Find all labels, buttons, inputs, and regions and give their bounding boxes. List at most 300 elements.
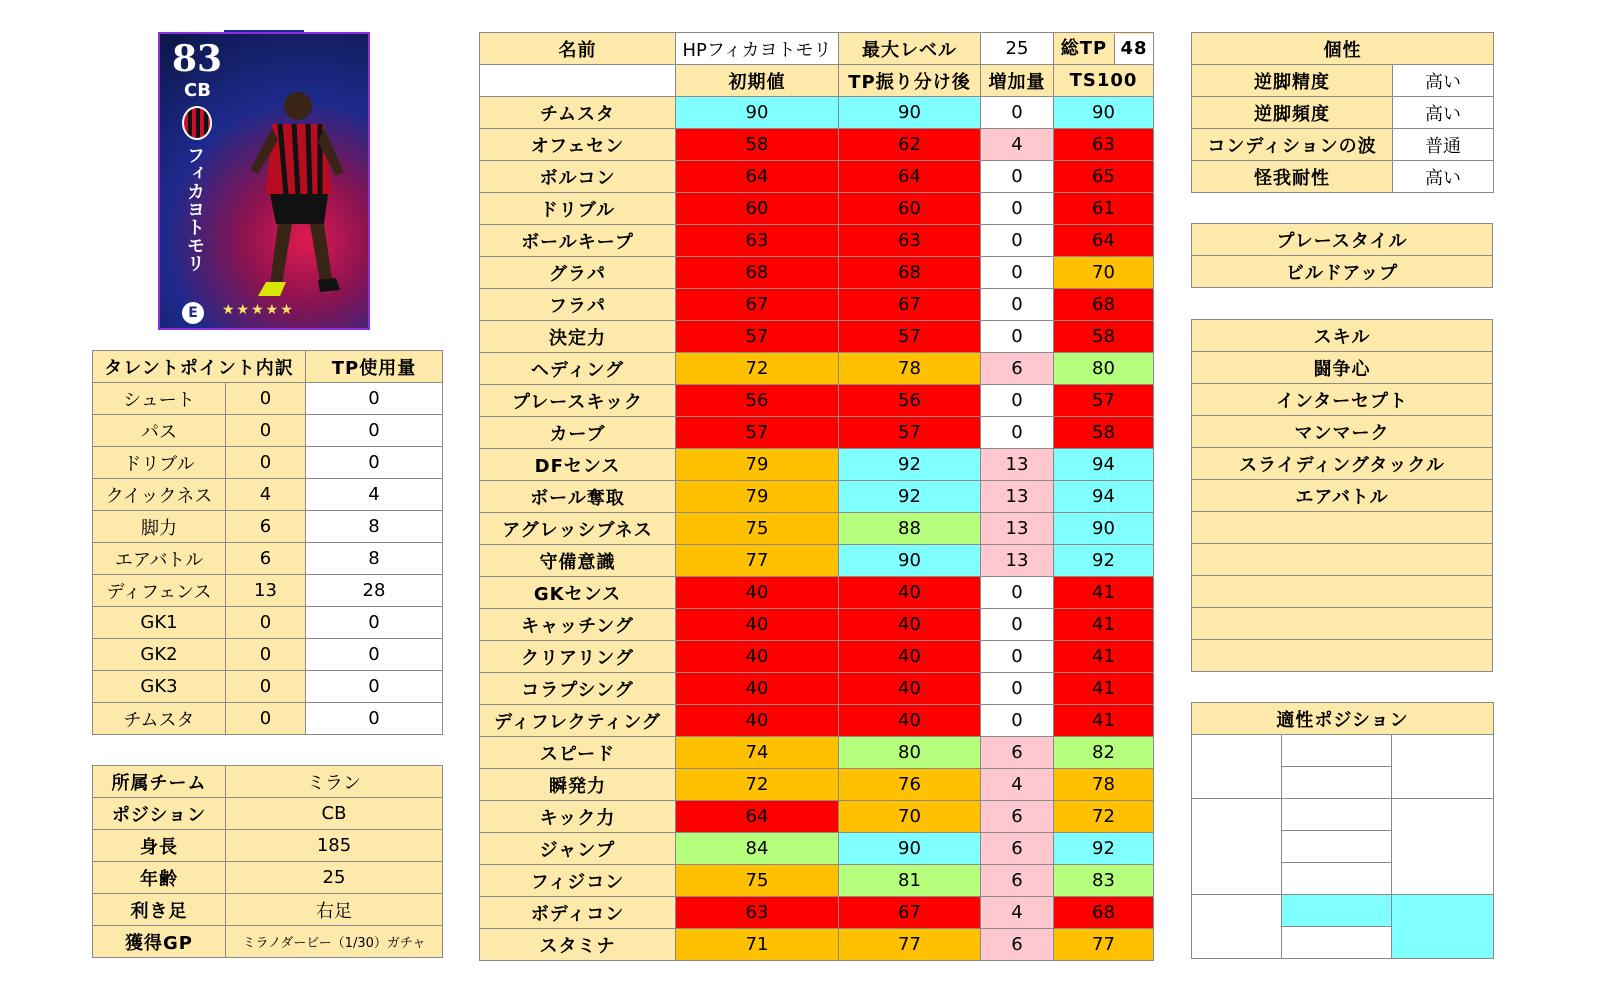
stat-ts100: 41 — [1054, 673, 1154, 705]
maxlevel-label: 最大レベル — [839, 33, 981, 65]
info-row — [93, 830, 443, 862]
talent-label: GK1 — [93, 607, 226, 639]
stat-ts100: 65 — [1054, 161, 1154, 193]
talent-points: 0 — [226, 383, 306, 415]
stat-increase: 0 — [981, 193, 1054, 225]
stat-initial: 68 — [676, 257, 839, 289]
tp-used-header: TP使用量 — [306, 351, 443, 383]
stat-ts100: 41 — [1054, 577, 1154, 609]
pos-cell — [1282, 831, 1392, 863]
talent-points-table — [92, 350, 443, 735]
stat-row — [480, 609, 1154, 641]
stat-ts100: 41 — [1054, 609, 1154, 641]
card-position: CB — [184, 80, 211, 101]
stat-after: 77 — [839, 929, 981, 961]
pos-cell — [1192, 735, 1282, 799]
stat-initial: 60 — [676, 193, 839, 225]
card-rating: 83 — [172, 38, 223, 80]
skill-row — [1192, 448, 1493, 480]
player-info-table — [92, 765, 443, 958]
stat-after: 67 — [839, 897, 981, 929]
stat-after: 68 — [839, 257, 981, 289]
talent-row — [93, 607, 443, 639]
stat-ts100: 94 — [1054, 481, 1154, 513]
stat-increase: 13 — [981, 481, 1054, 513]
stat-increase: 13 — [981, 513, 1054, 545]
skill-row — [1192, 576, 1493, 608]
name-label: 名前 — [480, 33, 676, 65]
stat-row — [480, 737, 1154, 769]
talent-row — [93, 479, 443, 511]
stat-ts100: 80 — [1054, 353, 1154, 385]
stat-label: カーブ — [480, 417, 676, 449]
trait-label: 逆脚頻度 — [1192, 97, 1393, 129]
stat-increase: 4 — [981, 897, 1054, 929]
stat-row — [480, 481, 1154, 513]
stat-after: 90 — [839, 833, 981, 865]
stat-increase: 13 — [981, 545, 1054, 577]
stat-after: 40 — [839, 673, 981, 705]
stat-row — [480, 929, 1154, 961]
info-row — [93, 894, 443, 926]
pos-cell — [1392, 735, 1494, 799]
info-value: 右足 — [226, 894, 443, 926]
stat-after: 78 — [839, 353, 981, 385]
stat-ts100: 61 — [1054, 193, 1154, 225]
talent-points: 0 — [226, 639, 306, 671]
skills-header: スキル — [1192, 320, 1493, 352]
trait-value: 普通 — [1393, 129, 1494, 161]
talent-label: ドリブル — [93, 447, 226, 479]
stat-ts100: 58 — [1054, 417, 1154, 449]
stat-ts100: 64 — [1054, 225, 1154, 257]
stat-label: フラパ — [480, 289, 676, 321]
stat-increase: 6 — [981, 353, 1054, 385]
stat-ts100: 57 — [1054, 385, 1154, 417]
pos-cell — [1192, 895, 1282, 959]
stat-increase: 13 — [981, 449, 1054, 481]
stat-increase: 0 — [981, 225, 1054, 257]
stat-label: ヘディング — [480, 353, 676, 385]
talent-used: 4 — [306, 479, 443, 511]
stat-ts100: 90 — [1054, 513, 1154, 545]
stat-label: ボール奪取 — [480, 481, 676, 513]
talent-row — [93, 703, 443, 735]
stat-row — [480, 833, 1154, 865]
stat-ts100: 70 — [1054, 257, 1154, 289]
stat-initial: 75 — [676, 513, 839, 545]
talent-points: 0 — [226, 415, 306, 447]
stat-row — [480, 321, 1154, 353]
stat-label: 決定力 — [480, 321, 676, 353]
info-value: 25 — [226, 862, 443, 894]
skills-table — [1191, 319, 1493, 672]
stat-label: ジャンプ — [480, 833, 676, 865]
stat-label: ボルコン — [480, 161, 676, 193]
talent-header: タレントポイント内訳 — [93, 351, 306, 383]
stat-initial: 57 — [676, 321, 839, 353]
stat-after: 92 — [839, 449, 981, 481]
traits-header: 個性 — [1192, 33, 1494, 65]
talent-label: エアバトル — [93, 543, 226, 575]
stat-increase: 0 — [981, 609, 1054, 641]
skill-item — [1192, 576, 1493, 608]
totaltp-label: 総TP — [1054, 34, 1115, 64]
stat-after: 63 — [839, 225, 981, 257]
stat-ts100: 41 — [1054, 705, 1154, 737]
stat-row — [480, 641, 1154, 673]
pos-cell-active — [1282, 895, 1392, 927]
talent-label: ディフェンス — [93, 575, 226, 607]
stat-increase: 0 — [981, 321, 1054, 353]
stat-label: プレースキック — [480, 385, 676, 417]
stat-increase: 6 — [981, 833, 1054, 865]
stat-initial: 56 — [676, 385, 839, 417]
info-label: 所属チーム — [93, 766, 226, 798]
stat-label: DFセンス — [480, 449, 676, 481]
talent-row — [93, 639, 443, 671]
stat-increase: 6 — [981, 737, 1054, 769]
stat-row — [480, 289, 1154, 321]
stat-row — [480, 417, 1154, 449]
info-value: ミラン — [226, 766, 443, 798]
stat-after: 57 — [839, 417, 981, 449]
stat-increase: 6 — [981, 865, 1054, 897]
info-value: CB — [226, 798, 443, 830]
stat-after: 40 — [839, 705, 981, 737]
stat-after: 56 — [839, 385, 981, 417]
talent-used: 0 — [306, 415, 443, 447]
info-label: ポジション — [93, 798, 226, 830]
stat-label: ボールキープ — [480, 225, 676, 257]
stat-label: オフェセン — [480, 129, 676, 161]
pos-cell — [1392, 799, 1494, 895]
info-row — [93, 926, 443, 958]
talent-label: GK3 — [93, 671, 226, 703]
stat-row — [480, 513, 1154, 545]
stat-initial: 63 — [676, 225, 839, 257]
stat-label: グラパ — [480, 257, 676, 289]
talent-used: 0 — [306, 447, 443, 479]
stat-row — [480, 801, 1154, 833]
stat-row — [480, 257, 1154, 289]
playstyle-table — [1191, 223, 1493, 288]
skill-item — [1192, 544, 1493, 576]
trait-row — [1192, 65, 1494, 97]
talent-used: 8 — [306, 543, 443, 575]
name-value: HPフィカヨトモリ — [676, 33, 839, 65]
info-value: ミラノダービー（1/30）ガチャ — [226, 926, 443, 958]
skill-row — [1192, 416, 1493, 448]
info-label: 獲得GP — [93, 926, 226, 958]
playstyle-header: プレースタイル — [1192, 224, 1493, 256]
skill-row — [1192, 640, 1493, 672]
totaltp-cell — [1054, 33, 1154, 65]
pos-cell-active — [1392, 895, 1494, 959]
talent-used: 0 — [306, 639, 443, 671]
talent-label: 脚力 — [93, 511, 226, 543]
talent-used: 0 — [306, 383, 443, 415]
stat-after: 76 — [839, 769, 981, 801]
stat-after: 67 — [839, 289, 981, 321]
stat-after: 40 — [839, 641, 981, 673]
trait-label: 逆脚精度 — [1192, 65, 1393, 97]
col-increase: 増加量 — [981, 65, 1054, 97]
stat-initial: 64 — [676, 801, 839, 833]
talent-points: 4 — [226, 479, 306, 511]
stat-initial: 77 — [676, 545, 839, 577]
stat-row — [480, 449, 1154, 481]
stat-ts100: 94 — [1054, 449, 1154, 481]
player-card — [158, 32, 370, 330]
stat-initial: 40 — [676, 641, 839, 673]
stat-initial: 57 — [676, 417, 839, 449]
stat-ts100: 63 — [1054, 129, 1154, 161]
info-label: 年齢 — [93, 862, 226, 894]
talent-points: 6 — [226, 543, 306, 575]
pos-cell — [1282, 735, 1392, 767]
talent-row — [93, 671, 443, 703]
stat-initial: 40 — [676, 673, 839, 705]
info-row — [93, 766, 443, 798]
stat-row — [480, 769, 1154, 801]
stat-ts100: 92 — [1054, 833, 1154, 865]
talent-label: パス — [93, 415, 226, 447]
skill-item — [1192, 608, 1493, 640]
stat-initial: 75 — [676, 865, 839, 897]
stat-initial: 90 — [676, 97, 839, 129]
col-ts: TS100 — [1054, 65, 1154, 97]
stat-label: フィジコン — [480, 865, 676, 897]
blank-header-cell — [480, 65, 676, 97]
stat-row — [480, 545, 1154, 577]
stat-increase: 0 — [981, 673, 1054, 705]
stat-after: 90 — [839, 97, 981, 129]
stat-after: 80 — [839, 737, 981, 769]
skill-row — [1192, 480, 1493, 512]
stat-label: コラプシング — [480, 673, 676, 705]
info-label: 身長 — [93, 830, 226, 862]
col-after: TP振り分け後 — [839, 65, 981, 97]
stat-ts100: 90 — [1054, 97, 1154, 129]
info-row — [93, 862, 443, 894]
stat-after: 40 — [839, 577, 981, 609]
stat-increase: 6 — [981, 801, 1054, 833]
talent-points: 0 — [226, 671, 306, 703]
stat-after: 70 — [839, 801, 981, 833]
stat-increase: 0 — [981, 289, 1054, 321]
stat-label: アグレッシブネス — [480, 513, 676, 545]
stat-initial: 63 — [676, 897, 839, 929]
stat-initial: 40 — [676, 705, 839, 737]
stat-label: キック力 — [480, 801, 676, 833]
stat-ts100: 78 — [1054, 769, 1154, 801]
talent-used: 28 — [306, 575, 443, 607]
stat-after: 60 — [839, 193, 981, 225]
stat-ts100: 68 — [1054, 289, 1154, 321]
skill-item: スライディングタックル — [1192, 448, 1493, 480]
stat-ts100: 58 — [1054, 321, 1154, 353]
stat-increase: 0 — [981, 577, 1054, 609]
stat-row — [480, 865, 1154, 897]
stat-increase: 0 — [981, 97, 1054, 129]
stat-row — [480, 385, 1154, 417]
pos-cell — [1192, 799, 1282, 895]
talent-row — [93, 543, 443, 575]
stat-row — [480, 897, 1154, 929]
stat-row — [480, 129, 1154, 161]
stat-ts100: 83 — [1054, 865, 1154, 897]
skill-item — [1192, 640, 1493, 672]
maxlevel-value: 25 — [981, 33, 1054, 65]
talent-points: 6 — [226, 511, 306, 543]
stat-after: 64 — [839, 161, 981, 193]
talent-label: クイックネス — [93, 479, 226, 511]
stat-ts100: 77 — [1054, 929, 1154, 961]
talent-points: 13 — [226, 575, 306, 607]
stat-increase: 0 — [981, 417, 1054, 449]
stat-label: ドリブル — [480, 193, 676, 225]
stat-row — [480, 673, 1154, 705]
info-label: 利き足 — [93, 894, 226, 926]
trait-label: 怪我耐性 — [1192, 161, 1393, 193]
stat-initial: 71 — [676, 929, 839, 961]
trait-value: 高い — [1393, 161, 1494, 193]
stat-after: 90 — [839, 545, 981, 577]
stat-row — [480, 705, 1154, 737]
stat-row — [480, 97, 1154, 129]
stat-after: 92 — [839, 481, 981, 513]
stat-initial: 67 — [676, 289, 839, 321]
stat-initial: 58 — [676, 129, 839, 161]
stat-initial: 72 — [676, 769, 839, 801]
stat-label: ディフレクティング — [480, 705, 676, 737]
efootball-emblem-icon: E — [182, 302, 204, 324]
talent-row — [93, 447, 443, 479]
trait-label: コンディションの波 — [1192, 129, 1393, 161]
stat-ts100: 41 — [1054, 641, 1154, 673]
talent-used: 0 — [306, 607, 443, 639]
stat-initial: 74 — [676, 737, 839, 769]
info-value: 185 — [226, 830, 443, 862]
stat-increase: 4 — [981, 129, 1054, 161]
stat-initial: 84 — [676, 833, 839, 865]
positions-table — [1191, 702, 1494, 959]
stats-table — [479, 32, 1154, 961]
skill-row — [1192, 352, 1493, 384]
traits-table — [1191, 32, 1494, 193]
stat-increase: 0 — [981, 257, 1054, 289]
stat-label: クリアリング — [480, 641, 676, 673]
stat-ts100: 82 — [1054, 737, 1154, 769]
stat-row — [480, 577, 1154, 609]
talent-used: 8 — [306, 511, 443, 543]
talent-row — [93, 575, 443, 607]
stat-initial: 72 — [676, 353, 839, 385]
info-row — [93, 798, 443, 830]
stat-after: 40 — [839, 609, 981, 641]
col-initial: 初期値 — [676, 65, 839, 97]
skill-item: インターセプト — [1192, 384, 1493, 416]
skill-row — [1192, 512, 1493, 544]
positions-header: 適性ポジション — [1192, 703, 1494, 735]
talent-points: 0 — [226, 607, 306, 639]
skill-row — [1192, 384, 1493, 416]
stat-increase: 6 — [981, 929, 1054, 961]
stat-row — [480, 193, 1154, 225]
stat-after: 57 — [839, 321, 981, 353]
card-player-name: フィカヨトモリ — [184, 146, 205, 272]
skill-row — [1192, 544, 1493, 576]
stat-row — [480, 161, 1154, 193]
talent-points: 0 — [226, 703, 306, 735]
trait-row — [1192, 129, 1494, 161]
talent-label: GK2 — [93, 639, 226, 671]
stat-initial: 79 — [676, 481, 839, 513]
stat-row — [480, 225, 1154, 257]
talent-used: 0 — [306, 703, 443, 735]
trait-value: 高い — [1393, 65, 1494, 97]
card-stars: ★★★★★ — [222, 302, 295, 318]
skill-item — [1192, 512, 1493, 544]
stat-increase: 0 — [981, 385, 1054, 417]
pos-cell — [1282, 927, 1392, 959]
stat-label: チムスタ — [480, 97, 676, 129]
trait-row — [1192, 97, 1494, 129]
talent-used: 0 — [306, 671, 443, 703]
stat-increase: 0 — [981, 161, 1054, 193]
stat-label: キャッチング — [480, 609, 676, 641]
skill-item: 闘争心 — [1192, 352, 1493, 384]
stat-ts100: 92 — [1054, 545, 1154, 577]
pos-cell — [1282, 767, 1392, 799]
talent-row — [93, 415, 443, 447]
stat-label: ボディコン — [480, 897, 676, 929]
trait-value: 高い — [1393, 97, 1494, 129]
skill-row — [1192, 608, 1493, 640]
stat-label: 瞬発力 — [480, 769, 676, 801]
stat-row — [480, 353, 1154, 385]
stat-initial: 64 — [676, 161, 839, 193]
stat-ts100: 68 — [1054, 897, 1154, 929]
stat-label: GKセンス — [480, 577, 676, 609]
club-badge-icon — [182, 106, 212, 140]
stat-label: スピード — [480, 737, 676, 769]
stat-label: 守備意識 — [480, 545, 676, 577]
stat-increase: 4 — [981, 769, 1054, 801]
playstyle-value: ビルドアップ — [1192, 256, 1493, 288]
stat-after: 62 — [839, 129, 981, 161]
pos-cell — [1282, 799, 1392, 831]
stat-initial: 40 — [676, 609, 839, 641]
talent-row — [93, 383, 443, 415]
talent-row — [93, 511, 443, 543]
skill-item: エアバトル — [1192, 480, 1493, 512]
stat-ts100: 72 — [1054, 801, 1154, 833]
stat-initial: 40 — [676, 577, 839, 609]
stat-label: スタミナ — [480, 929, 676, 961]
pos-cell — [1282, 863, 1392, 895]
talent-points: 0 — [226, 447, 306, 479]
stat-after: 88 — [839, 513, 981, 545]
stat-after: 81 — [839, 865, 981, 897]
trait-row — [1192, 161, 1494, 193]
stat-initial: 79 — [676, 449, 839, 481]
talent-label: チムスタ — [93, 703, 226, 735]
stat-increase: 0 — [981, 705, 1054, 737]
skill-item: マンマーク — [1192, 416, 1493, 448]
talent-label: シュート — [93, 383, 226, 415]
